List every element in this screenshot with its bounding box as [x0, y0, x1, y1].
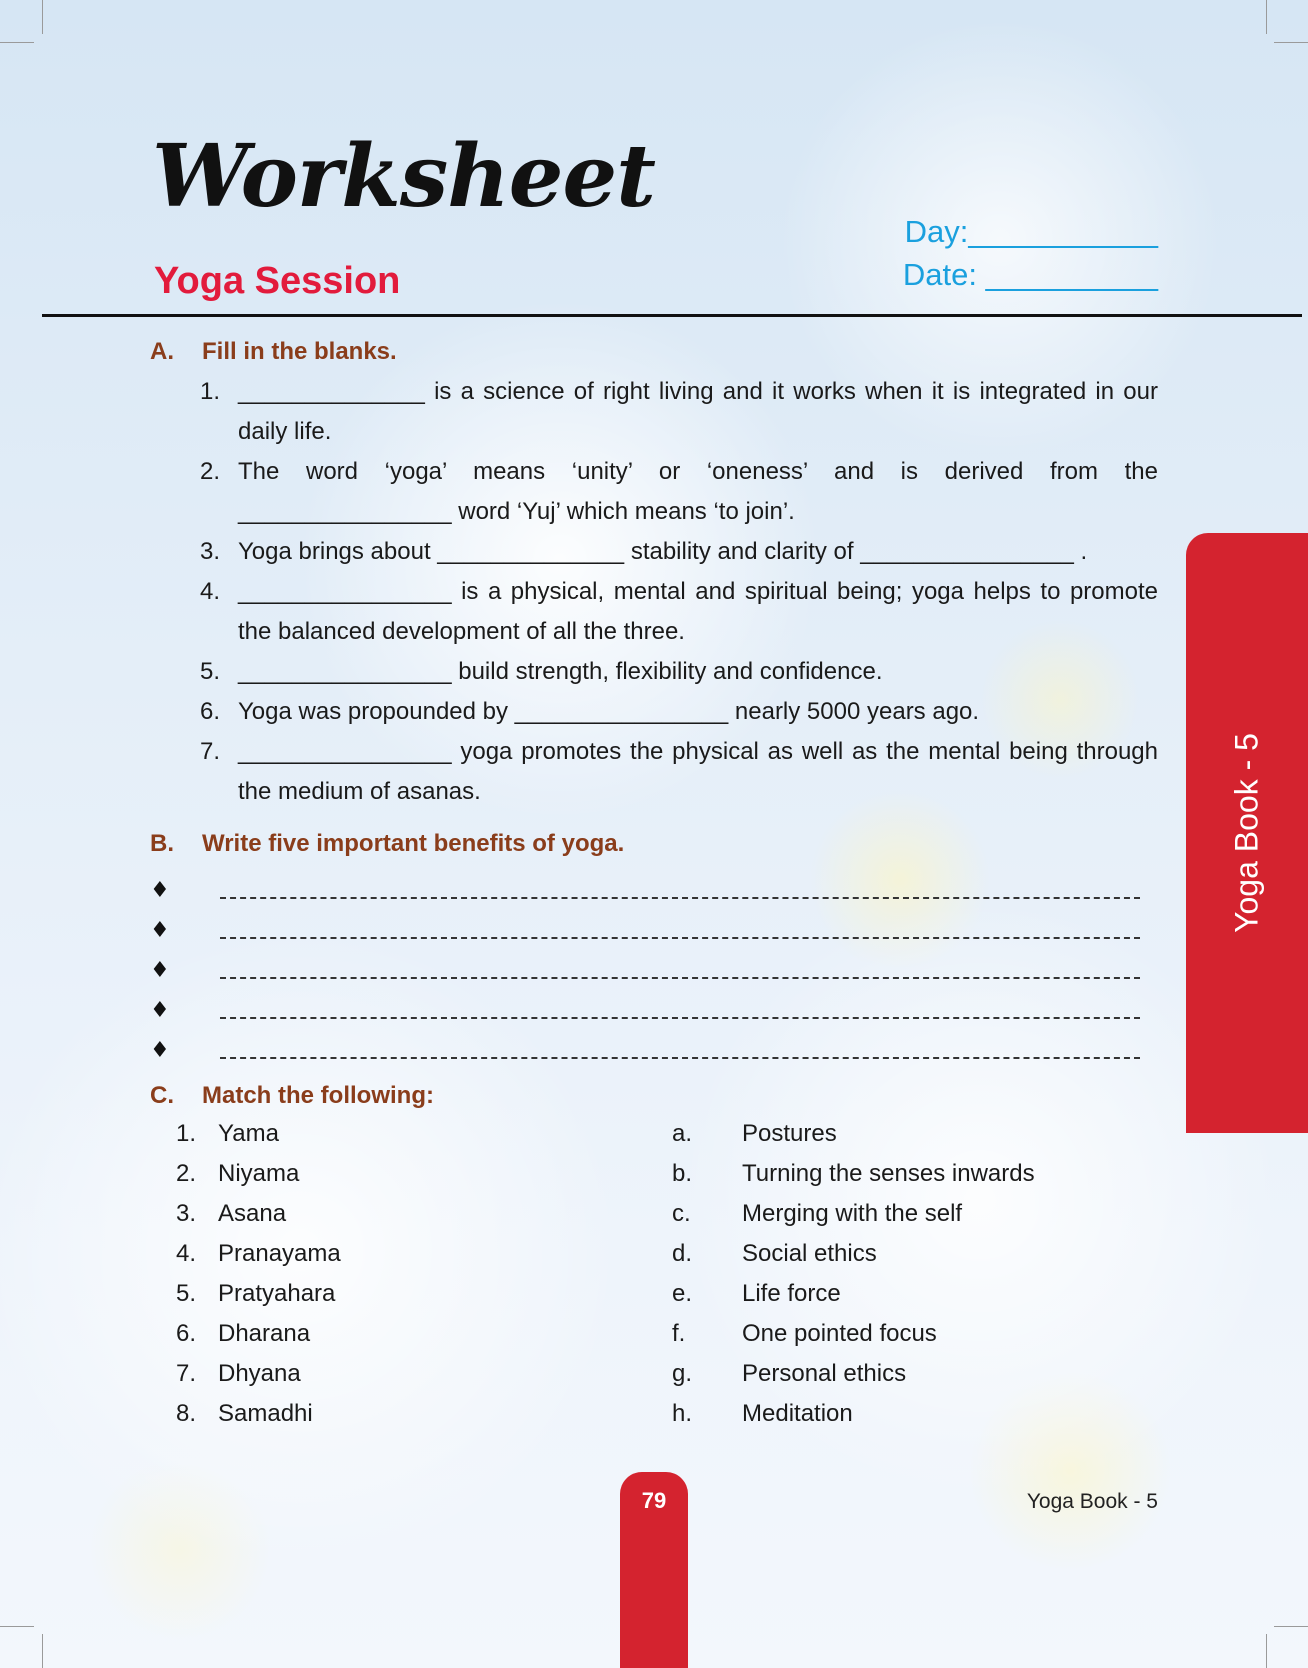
- match-left-term: Niyama: [218, 1160, 300, 1187]
- match-right-letter: h.: [672, 1400, 693, 1427]
- item-text: ________________ is a physical, mental and spiritual being; yoga helps to promote the balanced development of all the three.: [238, 578, 1158, 645]
- match-right-term: Meditation: [742, 1400, 853, 1427]
- match-left-term: Pratyahara: [218, 1280, 336, 1307]
- list-item: [160, 652, 1158, 692]
- item-text: ________________ build strength, flexibility and confidence.: [238, 658, 883, 685]
- crop-mark: [1266, 1634, 1267, 1668]
- item-number: 6.: [199, 698, 220, 725]
- section-letter: B.: [150, 830, 174, 857]
- match-right-letter: e.: [672, 1280, 693, 1307]
- match-left-term: Asana: [218, 1200, 287, 1227]
- match-row: [160, 1234, 1060, 1274]
- match-right-term: Life force: [742, 1280, 841, 1307]
- day-field: Day:___________: [904, 214, 1158, 249]
- page-number-tab: [620, 1472, 688, 1668]
- side-tab-label: Yoga Book - 5: [1228, 733, 1265, 933]
- crop-mark: [1274, 1626, 1308, 1627]
- match-right-letter: d.: [672, 1240, 693, 1267]
- match-right-term: Personal ethics: [742, 1360, 907, 1387]
- answer-line-row: [150, 950, 1150, 990]
- item-text: Yoga was propounded by ________________ nearly 5000 years ago.: [238, 698, 980, 725]
- answer-line-row: [150, 1030, 1150, 1070]
- section-a-heading: [150, 338, 397, 366]
- match-row: [160, 1154, 1060, 1194]
- item-text: The word ‘yoga’ means ‘unity’ or ‘oneness’ and is derived from the ________________ word ‘Yuj’ which means ‘to join’.: [238, 458, 1158, 525]
- match-row: [160, 1394, 1060, 1434]
- match-left-number: 5.: [175, 1280, 196, 1307]
- section-letter: C.: [150, 1082, 174, 1109]
- match-right-term: One pointed focus: [742, 1320, 937, 1347]
- list-item: [160, 372, 1158, 452]
- match-right-term: Social ethics: [742, 1240, 877, 1267]
- item-text: ______________ is a science of right living and it works when it is integrated in our daily life.: [238, 378, 1158, 445]
- match-left-number: 4.: [175, 1240, 196, 1267]
- page-title: Worksheet: [152, 126, 655, 227]
- item-number: 1.: [199, 378, 220, 405]
- match-table: [160, 1114, 1060, 1434]
- item-number: 2.: [199, 458, 220, 485]
- match-row: [160, 1354, 1060, 1394]
- section-c-heading: [150, 1082, 434, 1110]
- item-number: 3.: [199, 538, 220, 565]
- match-left-number: 3.: [175, 1200, 196, 1227]
- answer-line[interactable]: [220, 1017, 1140, 1019]
- diamond-bullet-icon: ♦: [150, 957, 170, 983]
- crop-mark: [1266, 0, 1267, 34]
- section-b-heading: [150, 830, 624, 858]
- answer-line[interactable]: [220, 977, 1140, 979]
- answer-line-row: [150, 870, 1150, 910]
- answer-line[interactable]: [220, 937, 1140, 939]
- match-right-letter: b.: [672, 1160, 693, 1187]
- item-text: ________________ yoga promotes the physical as well as the mental being through the medium of asanas.: [238, 738, 1158, 805]
- list-item: [160, 532, 1158, 572]
- match-left-term: Samadhi: [218, 1400, 313, 1427]
- crop-mark: [42, 1634, 43, 1668]
- match-left-term: Pranayama: [218, 1240, 341, 1267]
- diamond-bullet-icon: ♦: [150, 997, 170, 1023]
- page-number: 79: [641, 1488, 667, 1513]
- item-number: 7.: [199, 738, 220, 765]
- item-number: 4.: [199, 578, 220, 605]
- match-left-number: 8.: [175, 1400, 196, 1427]
- match-left-number: 2.: [175, 1160, 196, 1187]
- match-row: [160, 1314, 1060, 1354]
- answer-line[interactable]: [220, 897, 1140, 899]
- crop-mark: [0, 42, 34, 43]
- section-title: Write five important benefits of yoga.: [202, 830, 625, 857]
- benefits-answer-lines: [150, 870, 1150, 1070]
- crop-mark: [0, 1626, 34, 1627]
- list-item: [160, 732, 1158, 812]
- match-left-term: Dhyana: [218, 1360, 301, 1387]
- diamond-bullet-icon: ♦: [150, 917, 170, 943]
- list-item: [160, 452, 1158, 532]
- section-title: Fill in the blanks.: [202, 338, 397, 365]
- list-item: [160, 572, 1158, 652]
- item-text: Yoga brings about ______________ stability and clarity of ________________ .: [238, 538, 1088, 565]
- diamond-bullet-icon: ♦: [150, 1037, 170, 1063]
- page-subtitle: Yoga Session: [154, 260, 401, 302]
- match-right-letter: c.: [672, 1200, 691, 1227]
- match-row: [160, 1274, 1060, 1314]
- match-left-number: 1.: [175, 1120, 196, 1147]
- list-item: [160, 692, 1158, 732]
- answer-line-row: [150, 990, 1150, 1030]
- match-right-letter: a.: [672, 1120, 693, 1147]
- diamond-bullet-icon: ♦: [150, 877, 170, 903]
- crop-mark: [1274, 42, 1308, 43]
- match-right-term: Merging with the self: [742, 1200, 963, 1227]
- item-number: 5.: [199, 658, 220, 685]
- header-divider: [42, 314, 1302, 317]
- match-row: [160, 1114, 1060, 1154]
- match-left-number: 7.: [175, 1360, 196, 1387]
- crop-mark: [42, 0, 43, 34]
- fill-in-blanks-list: [160, 372, 1158, 812]
- section-letter: A.: [150, 338, 174, 365]
- match-left-term: Yama: [218, 1120, 279, 1147]
- date-field: Date: __________: [902, 257, 1158, 292]
- match-right-term: Postures: [742, 1120, 837, 1147]
- answer-line-row: [150, 910, 1150, 950]
- footer-book-label: Yoga Book - 5: [1026, 1490, 1158, 1513]
- match-row: [160, 1194, 1060, 1234]
- match-right-letter: f.: [672, 1320, 686, 1347]
- match-left-term: Dharana: [218, 1320, 311, 1347]
- match-left-number: 6.: [175, 1320, 196, 1347]
- match-right-letter: g.: [672, 1360, 693, 1387]
- section-title: Match the following:: [202, 1082, 434, 1109]
- side-book-tab: [1186, 533, 1308, 1133]
- answer-line[interactable]: [220, 1057, 1140, 1059]
- match-right-term: Turning the senses inwards: [742, 1160, 1035, 1187]
